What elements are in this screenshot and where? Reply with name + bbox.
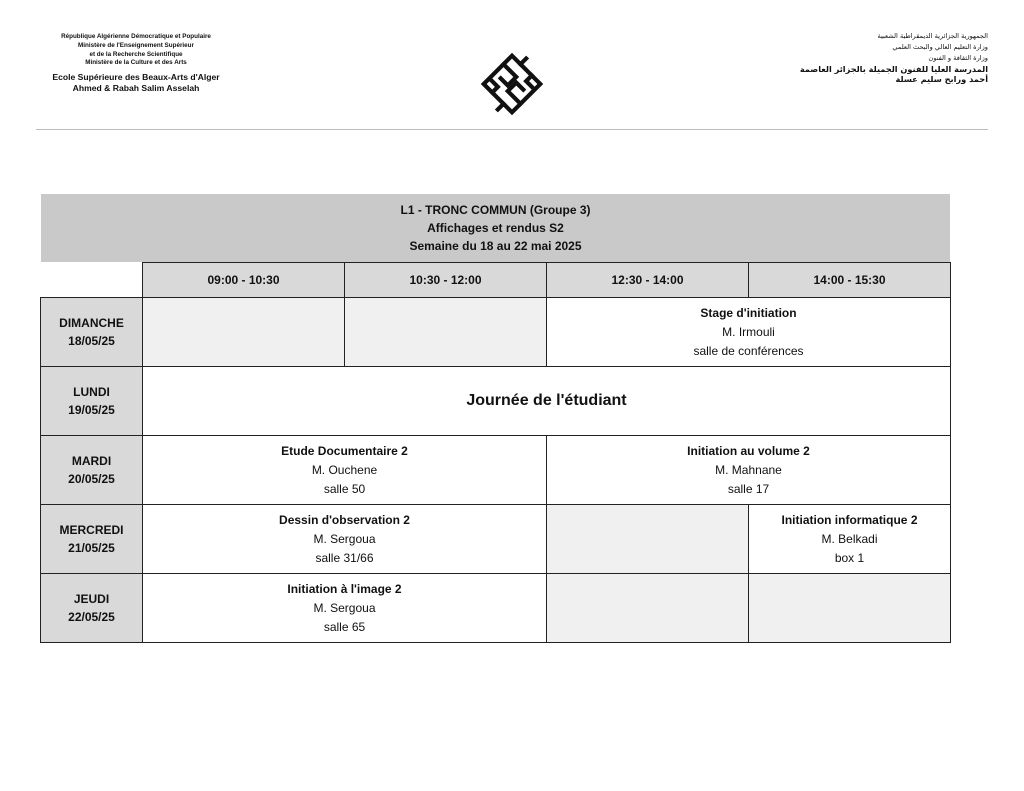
day-name: LUNDI — [73, 385, 110, 399]
day-date: 18/05/25 — [68, 334, 115, 348]
teacher-name: M. Sergoua — [313, 531, 376, 546]
school-emblem-icon — [480, 52, 544, 116]
day-cell-dimanche — [41, 298, 143, 367]
event-cell: Journée de l'étudiant — [143, 367, 951, 436]
table-row — [41, 436, 951, 505]
room-name: salle 31/66 — [315, 550, 374, 565]
empty-slot — [547, 574, 749, 643]
room-name: box 1 — [834, 550, 865, 565]
course-name: Dessin d'observation 2 — [279, 512, 410, 527]
table-row — [41, 505, 951, 574]
school-subtitle-ar: أحمد ورابح سليم عسلة — [895, 74, 988, 84]
teacher-name: M. Belkadi — [821, 531, 878, 546]
ministry-research-label: et de la Recherche Scientifique — [89, 50, 183, 58]
day-name: JEUDI — [73, 592, 110, 606]
schedule-title — [41, 194, 950, 262]
day-name: DIMANCHE — [59, 316, 124, 330]
session-cell — [749, 505, 951, 574]
schedule-title-group: L1 - TRONC COMMUN (Groupe 3) — [400, 203, 591, 217]
course-name: Etude Documentaire 2 — [281, 443, 408, 458]
timetable — [40, 262, 951, 643]
day-cell-mercredi — [41, 505, 143, 574]
teacher-name: M. Irmouli — [722, 324, 775, 339]
day-date: 19/05/25 — [68, 403, 115, 417]
empty-slot — [547, 505, 749, 574]
day-date: 22/05/25 — [68, 610, 115, 624]
day-name: MERCREDI — [59, 523, 124, 537]
empty-slot — [749, 574, 951, 643]
session-cell — [143, 574, 547, 643]
republic-label: République Algérienne Démocratique et Populaire — [61, 33, 211, 40]
schedule-title-week: Semaine du 18 au 22 mai 2025 — [409, 239, 582, 253]
course-name: Initiation au volume 2 — [687, 443, 810, 458]
day-date: 21/05/25 — [68, 541, 115, 555]
ministry-culture-label: Ministère de la Culture et des Arts — [85, 59, 187, 67]
timetable-header-row — [41, 263, 951, 298]
empty-slot — [143, 298, 345, 367]
session-cell — [547, 298, 951, 367]
day-cell-jeudi — [41, 574, 143, 643]
ministry-higher-ed-label-ar: وزارة التعليم العالي والبحث العلمي — [892, 43, 988, 51]
course-name: Initiation à l'image 2 — [287, 581, 402, 596]
teacher-name: M. Sergoua — [313, 600, 376, 615]
session-cell — [547, 436, 951, 505]
room-name: salle de conférences — [693, 343, 804, 358]
header-divider — [36, 129, 988, 130]
room-name: salle 17 — [727, 481, 770, 496]
ministry-higher-ed-label: Ministère de l'Enseignement Supérieur — [78, 41, 194, 49]
school-name-ar: المدرسة العليا للفنون الجميلة بالجزائر العاصمة — [799, 64, 988, 74]
schedule-title-subject: Affichages et rendus S2 — [427, 221, 564, 235]
session-cell — [143, 505, 547, 574]
table-row — [41, 574, 951, 643]
slot-header-1: 09:00 - 10:30 — [143, 263, 345, 298]
ministry-culture-label-ar: وزارة الثقافة و الفنون — [928, 54, 988, 62]
slot-header-4: 14:00 - 15:30 — [749, 263, 951, 298]
header-right — [798, 31, 988, 84]
day-cell-lundi — [41, 367, 143, 436]
day-name: MARDI — [71, 454, 112, 468]
school-name: Ecole Supérieure des Beaux-Arts d'Alger — [52, 72, 220, 83]
header-left — [36, 33, 236, 93]
table-row — [41, 367, 951, 436]
teacher-name: M. Ouchene — [311, 462, 378, 477]
corner-cell — [41, 263, 143, 298]
empty-slot — [345, 298, 547, 367]
session-cell — [143, 436, 547, 505]
day-date: 20/05/25 — [68, 472, 115, 486]
room-name: salle 65 — [323, 619, 366, 634]
table-row — [41, 298, 951, 367]
slot-header-2: 10:30 - 12:00 — [345, 263, 547, 298]
teacher-name: M. Mahnane — [715, 462, 782, 477]
room-name: salle 50 — [323, 481, 366, 496]
course-name: Initiation informatique 2 — [781, 512, 918, 527]
school-subtitle: Ahmed & Rabah Salim Asselah — [72, 82, 200, 93]
day-cell-mardi — [41, 436, 143, 505]
course-name: Stage d'initiation — [700, 305, 797, 320]
slot-header-3: 12:30 - 14:00 — [547, 263, 749, 298]
republic-label-ar: الجمهورية الجزائرية الديمقراطية الشعبية — [877, 32, 988, 40]
